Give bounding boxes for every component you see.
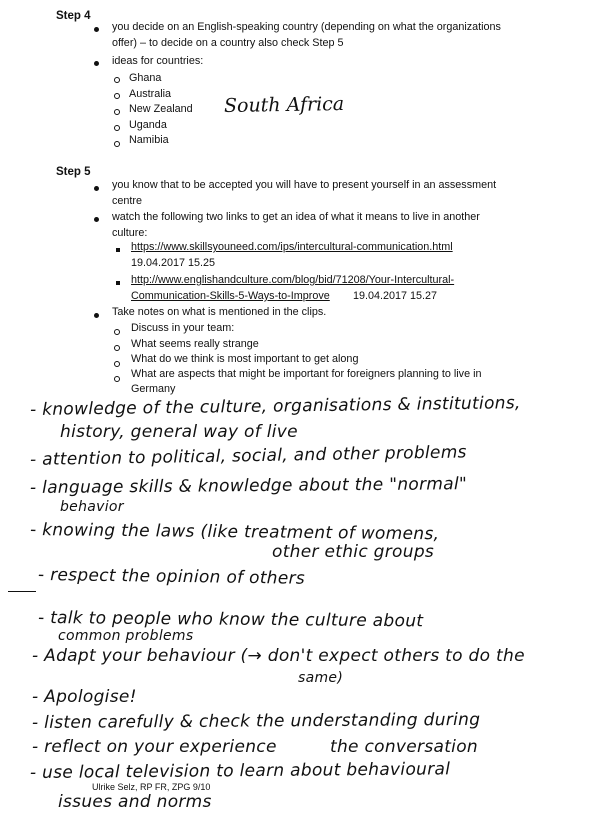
- country-item: New Zealand: [129, 103, 193, 115]
- note-language-line2: behavior: [60, 499, 124, 515]
- step5-bullet2-line1: watch the following two links to get an idea of what it means to live in another: [112, 211, 480, 223]
- separator-line: [8, 591, 36, 592]
- country-item: Uganda: [129, 119, 167, 131]
- sub-bullet: [114, 125, 120, 131]
- note-laws-line2: other ethic groups: [272, 542, 435, 562]
- sub-bullet: [114, 93, 120, 99]
- note-knowledge-line1: - knowledge of the culture, organisations & institutions,: [29, 393, 521, 420]
- discussion-item-cont: Germany: [131, 383, 176, 395]
- link1-date: 19.04.2017 15.25: [131, 257, 216, 269]
- link-englishandculture-line1[interactable]: http://www.englishandculture.com/blog/bid/71208/Your-Intercultural-: [131, 274, 455, 286]
- note-television-line1: - use local television to learn about behavioural: [29, 759, 451, 783]
- discussion-item: Discuss in your team:: [131, 322, 235, 334]
- discussion-item: What do we think is most important to get along: [131, 353, 359, 365]
- sub-bullet: [114, 376, 120, 382]
- link-skillsyouneed[interactable]: https://www.skillsyouneed.com/ips/intercultural-communication.html: [131, 241, 453, 253]
- link-bullet: [116, 248, 120, 252]
- note-apologise: - Apologise!: [32, 687, 137, 707]
- step5-bullet1-line1: you know that to be accepted you will have to present yourself in an assessment: [112, 179, 497, 191]
- note-knowledge-line2: history, general way of live: [60, 422, 298, 442]
- note-talk-line2: common problems: [58, 628, 194, 644]
- note-adapt-line2: same): [298, 670, 344, 686]
- note-conversation: the conversation: [330, 737, 478, 757]
- country-item: Australia: [129, 88, 172, 100]
- step4-bullet1-line1: you decide on an English-speaking country (depending on what the organizations: [112, 21, 501, 33]
- bullet: [94, 186, 99, 191]
- note-laws-line1: - knowing the laws (like treatment of womens,: [29, 520, 440, 545]
- bullet: [94, 61, 99, 66]
- step5-title: Step 5: [56, 166, 91, 178]
- step5-bullet3: Take notes on what is mentioned in the clips.: [112, 306, 327, 318]
- sub-bullet: [114, 77, 120, 83]
- note-listen: - listen carefully & check the understanding during: [31, 709, 481, 733]
- step5-bullet2-line2: culture:: [112, 227, 148, 239]
- link-englishandculture-line2[interactable]: Communication-Skills-5-Ways-to-Improve: [131, 290, 330, 302]
- note-attention: - attention to political, social, and other problems: [29, 442, 467, 470]
- step4-bullet2: ideas for countries:: [112, 55, 204, 67]
- link2-date: 19.04.2017 15.27: [353, 290, 438, 302]
- discussion-item: What seems really strange: [131, 338, 259, 350]
- note-adapt-line1: - Adapt your behaviour (→ don't expect others to do the: [32, 646, 525, 666]
- sub-bullet: [114, 141, 120, 147]
- sub-bullet: [114, 329, 120, 335]
- discussion-item: What are aspects that might be important for foreigners planning to live in: [131, 368, 482, 380]
- note-television-line2: issues and norms: [58, 792, 212, 812]
- link-bullet: [116, 281, 120, 285]
- country-item: Ghana: [129, 72, 162, 84]
- note-language-line1: - language skills & knowledge about the "normal": [29, 474, 468, 498]
- bullet: [94, 217, 99, 222]
- note-respect: - respect the opinion of others: [37, 565, 306, 589]
- sub-bullet: [114, 345, 120, 351]
- note-reflect: - reflect on your experience: [32, 737, 277, 757]
- step4-title: Step 4: [56, 10, 91, 22]
- handwritten-country: South Africa: [223, 92, 345, 118]
- note-talk-line1: - talk to people who know the culture about: [37, 608, 424, 632]
- bullet: [94, 313, 99, 318]
- footer-credit: Ulrike Selz, RP FR, ZPG 9/10: [92, 782, 211, 792]
- step5-bullet1-line2: centre: [112, 195, 143, 207]
- sub-bullet: [114, 361, 120, 367]
- sub-bullet: [114, 109, 120, 115]
- bullet: [94, 27, 99, 32]
- country-item: Namibia: [129, 134, 169, 146]
- step4-bullet1-line2: offer) – to decide on a country also check Step 5: [112, 37, 344, 49]
